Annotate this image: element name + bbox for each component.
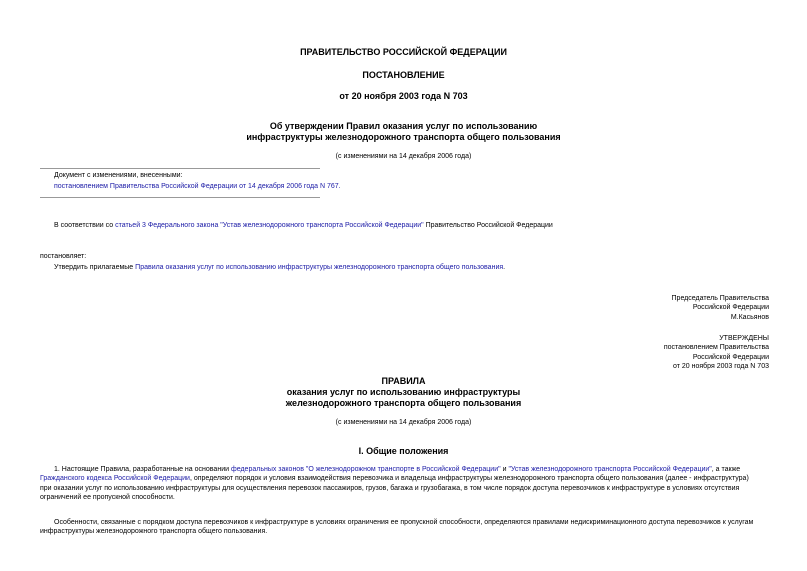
- preamble: [54, 221, 553, 230]
- doc-date-number: от 20 ноября 2003 года N 703: [339, 91, 468, 101]
- p1-line4: ограничений ее пропускной способности.: [40, 494, 175, 502]
- p1-link-charter[interactable]: "Устав железнодорожного транспорта Российской Федерации": [508, 466, 712, 473]
- p1-link-federal-law[interactable]: федеральных законов "О железнодорожном транспорте в Российской Федерации": [230, 466, 501, 473]
- doc-title-line2: инфраструктуры железнодорожного транспорта общего пользования: [246, 132, 561, 142]
- signature-block: [672, 294, 769, 322]
- rules-title2: оказания услуг по использованию инфраструктуры: [286, 387, 521, 397]
- signature-line3: М.Касьянов: [730, 313, 769, 321]
- signature-line1: Председатель Правительства: [671, 295, 769, 302]
- p1-text-d: , определяют порядок и условия взаимодействия перевозчика и владельца инфраструктуры железнодорожного транспорта общего пользования (далее - инфраструктура): [189, 475, 749, 483]
- preamble-suffix: Правительство Российской Федерации: [423, 222, 553, 229]
- approve-link[interactable]: Правила оказания услуг по использованию инфраструктуры железнодорожного транспорта общего пользования: [135, 264, 504, 271]
- p1-line2: [40, 474, 768, 483]
- signature-line2: Российской Федерации: [692, 304, 769, 312]
- p1-line1: [40, 465, 768, 474]
- doc-title-line1: Об утверждении Правил оказания услуг по использованию: [269, 121, 538, 131]
- p1-text-b: и: [500, 466, 509, 473]
- section1-heading: I. Общие положения: [358, 446, 449, 456]
- approved-line3: Российской Федерации: [692, 353, 769, 361]
- approve-prefix: Утвердить прилагаемые: [54, 264, 136, 271]
- rules-title1: ПРАВИЛА: [381, 376, 426, 386]
- changes-bottom-rule: [40, 197, 320, 198]
- approved-line1: УТВЕРЖДЕНЫ: [719, 335, 769, 342]
- p2-line2: инфраструктуры железнодорожного транспорта общего пользования.: [40, 528, 268, 536]
- approved-line2: постановлением Правительства: [663, 344, 769, 352]
- changes-link[interactable]: постановлением Правительства Российской Федерации от 14 декабря 2006 года N 767.: [54, 183, 341, 190]
- preamble-prefix: В соответствии со: [54, 222, 116, 229]
- decree-word: постановляет:: [40, 253, 87, 260]
- rules-amend-note: (с изменениями на 14 декабря 2006 года): [335, 419, 472, 426]
- rules-title3: железнодорожного транспорта общего пользования: [285, 398, 522, 408]
- approved-line4: от 20 ноября 2003 года N 703: [673, 363, 769, 371]
- p1-link-civil-code[interactable]: Гражданского кодекса Российской Федерации: [40, 475, 190, 483]
- approve-suffix: .: [503, 264, 506, 271]
- preamble-link[interactable]: статьей 3 Федерального закона "Устав железнодорожного транспорта Российской Федерации": [115, 222, 424, 229]
- p1-text-a: 1. Настоящие Правила, разработанные на основании: [54, 466, 231, 473]
- government-title: ПРАВИТЕЛЬСТВО РОССИЙСКОЙ ФЕДЕРАЦИИ: [300, 47, 507, 57]
- changes-label: Документ с изменениями, внесенными:: [54, 172, 183, 179]
- paragraph-2: [40, 518, 768, 537]
- doc-type: ПОСТАНОВЛЕНИЕ: [362, 70, 445, 80]
- p2-line1: Особенности, связанные с порядком доступа перевозчиков к инфраструктуре в условиях ограничения ее пропускной способности, определяются правилами недискриминационного доступа перевозчиков к услугам: [54, 519, 754, 526]
- p1-text-c: , а также: [711, 466, 741, 473]
- p1-line3: при оказании услуг по использованию инфраструктуры для осуществления перевозок пассажиров, грузов, багажа и грузобагажа, в том числе порядок доступа перевозчиков к инфраструктуре в условиях отсутствия: [40, 484, 740, 492]
- approved-block: [664, 334, 769, 372]
- paragraph-1: [40, 465, 768, 503]
- approve-line: [54, 263, 505, 272]
- changes-top-rule: [40, 168, 320, 169]
- amend-note: (с изменениями на 14 декабря 2006 года): [335, 153, 472, 160]
